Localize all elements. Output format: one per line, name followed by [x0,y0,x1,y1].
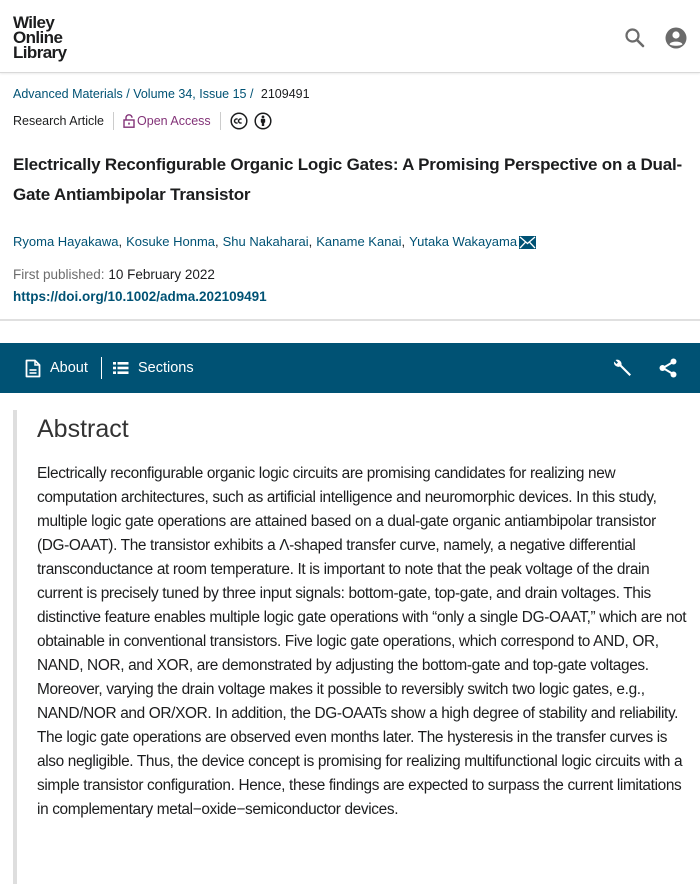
abstract-section [13,410,700,884]
breadcrumb-separator: / [122,87,134,101]
attribution-icon [254,112,272,130]
corresponding-author-email-icon[interactable] [519,236,536,249]
article-number: 2109491 [260,87,310,101]
article-title: Electrically Reconfigurable Organic Logic Gates: A Promising Perspective on a Dual-Gate Antiambipolar Transistor [13,155,682,204]
divider [113,112,114,130]
abstract-text: Electrically reconfigurable organic logic circuits are promising candidates for realizing new computation architectures, such as artificial intelligence and neuromorphic devices. In this study, multiple logic gate operations are attained based on a dual-gate organic antiambipolar transistor (DG-OAAT). The transistor exhibits a Λ-shaped transfer curve, namely, a negative differential transconductance at room temperature. It is important to note that the peak voltage of the drain current is precisely tuned by three input signals: bottom-gate, top-gate, and drain voltages. This distinctive feature enables multiple logic gate operations with “only a single DG-OAAT,” which are not obtainable in conventional transistors. Five logic gate operations, which correspond to AND, OR, NAND, NOR, and XOR, are demonstrated by adjusting the bottom-gate and top-gate voltages. Moreover, varying the drain voltage makes it possible to reversibly switch two logic gates, e.g., NAND/NOR and OR/XOR. In addition, the DG-OAATs show a high degree of stability and reliability. The logic gate operations are observed even months later. The hysteresis in the transfer curves is also negligible. Thus, the device concept is promising for realizing multifunctional logic circuits with a simple transistor configuration. Hence, these findings are expected to surpass the current limitations in complementary metal−oxide−semiconductor devices. [37,465,687,818]
abstract-heading: Abstract [37,415,129,443]
document-icon [25,359,41,378]
share-icon[interactable] [657,357,679,379]
article-type-row [13,111,693,131]
first-published-date: 10 February 2022 [108,267,215,282]
about-button[interactable] [25,343,88,393]
logo-line: Online [13,28,63,47]
first-published [13,264,215,286]
list-icon [113,361,129,375]
account-icon[interactable] [664,26,688,50]
breadcrumb [13,85,693,103]
author-list [13,232,693,252]
article-meta [13,85,693,131]
license-icons[interactable] [230,112,272,130]
author-link[interactable]: Ryoma Hayakawa [13,234,119,249]
author-link[interactable]: Kaname Kanai [316,234,402,249]
divider [220,112,221,130]
author-link[interactable]: Yutaka Wakayama [409,234,518,249]
tools-icon[interactable] [611,357,633,379]
author-separator: , [308,234,313,249]
sections-label: Sections [138,360,194,376]
breadcrumb-separator: / [246,87,257,101]
site-header [0,0,700,73]
author-separator: , [401,234,406,249]
open-access-badge[interactable] [123,114,211,128]
first-published-label: First published: [13,267,105,282]
author-link[interactable]: Shu Nakaharai [222,234,309,249]
article-navbar [0,343,700,393]
open-access-label: Open Access [137,114,211,128]
section-divider [0,319,700,321]
article-type: Research Article [13,114,105,128]
cc-icon [230,112,248,130]
author-link[interactable]: Kosuke Honma [126,234,216,249]
navbar-divider [101,357,102,379]
logo-line: Library [13,43,67,62]
open-lock-icon [123,114,135,128]
breadcrumb-issue[interactable]: Volume 34, Issue 15 [133,87,247,101]
search-icon[interactable] [623,26,647,50]
sections-button[interactable] [113,343,194,393]
wiley-online-library-logo[interactable] [13,15,66,60]
author-separator: , [118,234,123,249]
about-label: About [50,360,88,376]
doi-link[interactable]: https://doi.org/10.1002/adma.202109491 [13,289,267,304]
breadcrumb-journal[interactable]: Advanced Materials [13,87,123,101]
author-separator: , [215,234,219,249]
logo-line: Wiley [13,13,55,32]
